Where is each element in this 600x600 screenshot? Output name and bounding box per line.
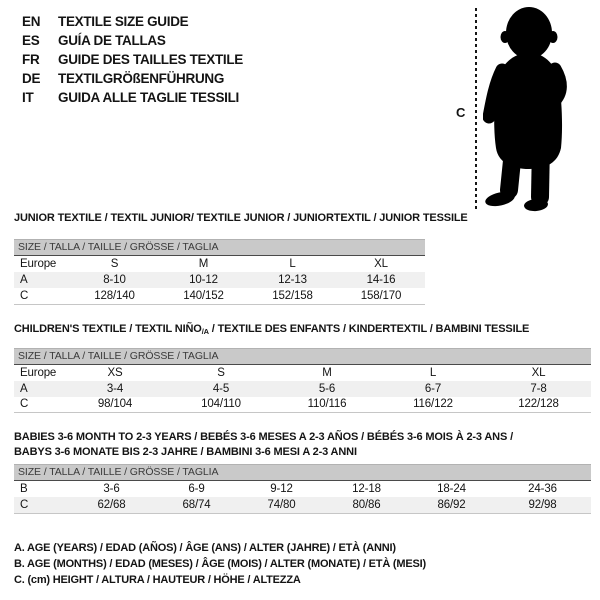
title-line-2: BABYS 3-6 MONATE BIS 2-3 JAHRE / BAMBINI 3-6 MESI A 2-3 ANNI (14, 446, 357, 458)
language-code: ES (22, 33, 40, 48)
size-cell: 3-4 (106, 382, 124, 395)
size-cell: 3-6 (103, 483, 120, 495)
row-label: B (20, 483, 28, 495)
size-cell: 8-10 (103, 274, 126, 286)
size-cell: 24-36 (528, 483, 557, 495)
size-cell: M (198, 258, 209, 270)
baby-silhouette-icon (483, 6, 575, 214)
row-label: C (20, 398, 29, 411)
size-cell: 140/152 (183, 289, 224, 302)
title-text: CHILDREN'S TEXTILE / TEXTIL NIÑO (14, 322, 202, 335)
size-cell: 6-9 (188, 483, 205, 495)
size-cell: 122/128 (518, 398, 559, 411)
footnote-line-c: C. (cm) HEIGHT / ALTURA / HAUTEUR / HÖHE / ALTEZZA (14, 573, 301, 586)
size-cell: L (429, 366, 437, 379)
table-row (14, 272, 425, 288)
size-cell: XL (374, 258, 388, 270)
size-cell: L (289, 258, 296, 270)
language-code: DE (22, 71, 41, 86)
row-label: A (20, 274, 28, 286)
size-cell: 116/122 (413, 398, 453, 411)
size-cell: 80/86 (352, 498, 381, 511)
height-figure (456, 5, 591, 219)
table-title-children (14, 322, 600, 339)
size-cell: 7-8 (530, 382, 547, 395)
language-code: IT (22, 90, 34, 105)
table-row (14, 497, 591, 513)
language-code: EN (22, 14, 41, 29)
babies-table (14, 481, 591, 514)
table-row (14, 381, 591, 397)
size-cell: M (322, 366, 332, 379)
size-cell: 86/92 (437, 498, 466, 511)
table-row (14, 481, 591, 497)
size-cell: 12-13 (278, 274, 307, 286)
row-label: Europe (20, 366, 57, 379)
size-cell: 5-6 (318, 382, 336, 395)
size-header-bar: SIZE / TALLA / TAILLE / GRÖSSE / TAGLIA (14, 464, 591, 481)
table-row (14, 288, 425, 304)
footnote-line-b: B. AGE (MONTHS) / EDAD (MESES) / ÂGE (MOIS) / ALTER (MONATE) / ETÀ (MESI) (14, 557, 426, 570)
size-cell: 62/68 (97, 498, 126, 511)
junior-table (14, 256, 425, 305)
size-cell: 92/98 (528, 498, 557, 511)
row-label: C (20, 289, 29, 302)
title-text: / TEXTILE DES ENFANTS / KINDERTEXTIL / BAMBINI TESSILE (208, 322, 530, 335)
footnote-line-a: A. AGE (YEARS) / EDAD (AÑOS) / ÂGE (ANS) / ALTER (JAHRE) / ETÀ (ANNI) (14, 541, 396, 554)
title-line-1: BABIES 3-6 MONTH TO 2-3 YEARS / BEBÉS 3-6 MESES A 2-3 AÑOS / BÉBÉS 3-6 MOIS À 2-3 ANS / (14, 431, 513, 443)
row-label: A (20, 382, 28, 395)
size-cell: 152/158 (272, 289, 313, 302)
size-cell: 104/110 (201, 398, 241, 411)
table-title-babies (14, 430, 600, 460)
size-cell: 158/170 (360, 289, 402, 302)
table-title-junior: JUNIOR TEXTILE / TEXTIL JUNIOR/ TEXTILE JUNIOR / JUNIORTEXTIL / JUNIOR TESSILE (14, 212, 468, 224)
size-cell: 110/116 (307, 398, 347, 411)
row-label: Europe (20, 258, 57, 270)
size-cell: S (217, 366, 225, 379)
language-label: TEXTILE SIZE GUIDE (58, 14, 189, 29)
size-header-bar: SIZE / TALLA / TAILLE / GRÖSSE / TAGLIA (14, 239, 425, 256)
size-cell: 14-16 (366, 274, 396, 286)
size-cell: 10-12 (189, 274, 218, 286)
size-table-babies (14, 464, 591, 514)
size-header-bar: SIZE / TALLA / TAILLE / GRÖSSE / TAGLIA (14, 348, 591, 365)
size-table-junior (14, 239, 425, 305)
language-code: FR (22, 52, 40, 67)
size-table-children (14, 348, 591, 414)
size-cell: 68/74 (182, 498, 211, 511)
footnotes (14, 540, 600, 588)
size-cell: 12-18 (352, 483, 381, 495)
language-label: GUÍA DE TALLAS (58, 33, 166, 48)
size-cell: XL (531, 366, 546, 379)
size-cell: 74/80 (267, 498, 296, 511)
size-cell: 98/104 (97, 398, 133, 411)
row-label: C (20, 498, 29, 511)
size-cell: 4-5 (212, 382, 230, 395)
language-label: TEXTILGRÖßENFÜHRUNG (58, 71, 225, 86)
measure-label-c: C (456, 105, 466, 120)
table-row (14, 256, 425, 272)
height-measure-line (475, 8, 477, 212)
size-cell: XS (107, 366, 123, 379)
language-label: GUIDA ALLE TAGLIE TESSILI (58, 90, 239, 105)
size-cell: 9-12 (270, 483, 293, 495)
title-subscript: /A (201, 326, 209, 336)
size-cell: 6-7 (424, 382, 442, 395)
size-cell: S (110, 258, 119, 270)
table-row (14, 397, 591, 413)
size-cell: 18-24 (437, 483, 466, 495)
language-label: GUIDE DES TAILLES TEXTILE (58, 52, 244, 67)
table-row (14, 365, 591, 381)
size-cell: 128/140 (94, 289, 135, 302)
children-table (14, 365, 591, 414)
